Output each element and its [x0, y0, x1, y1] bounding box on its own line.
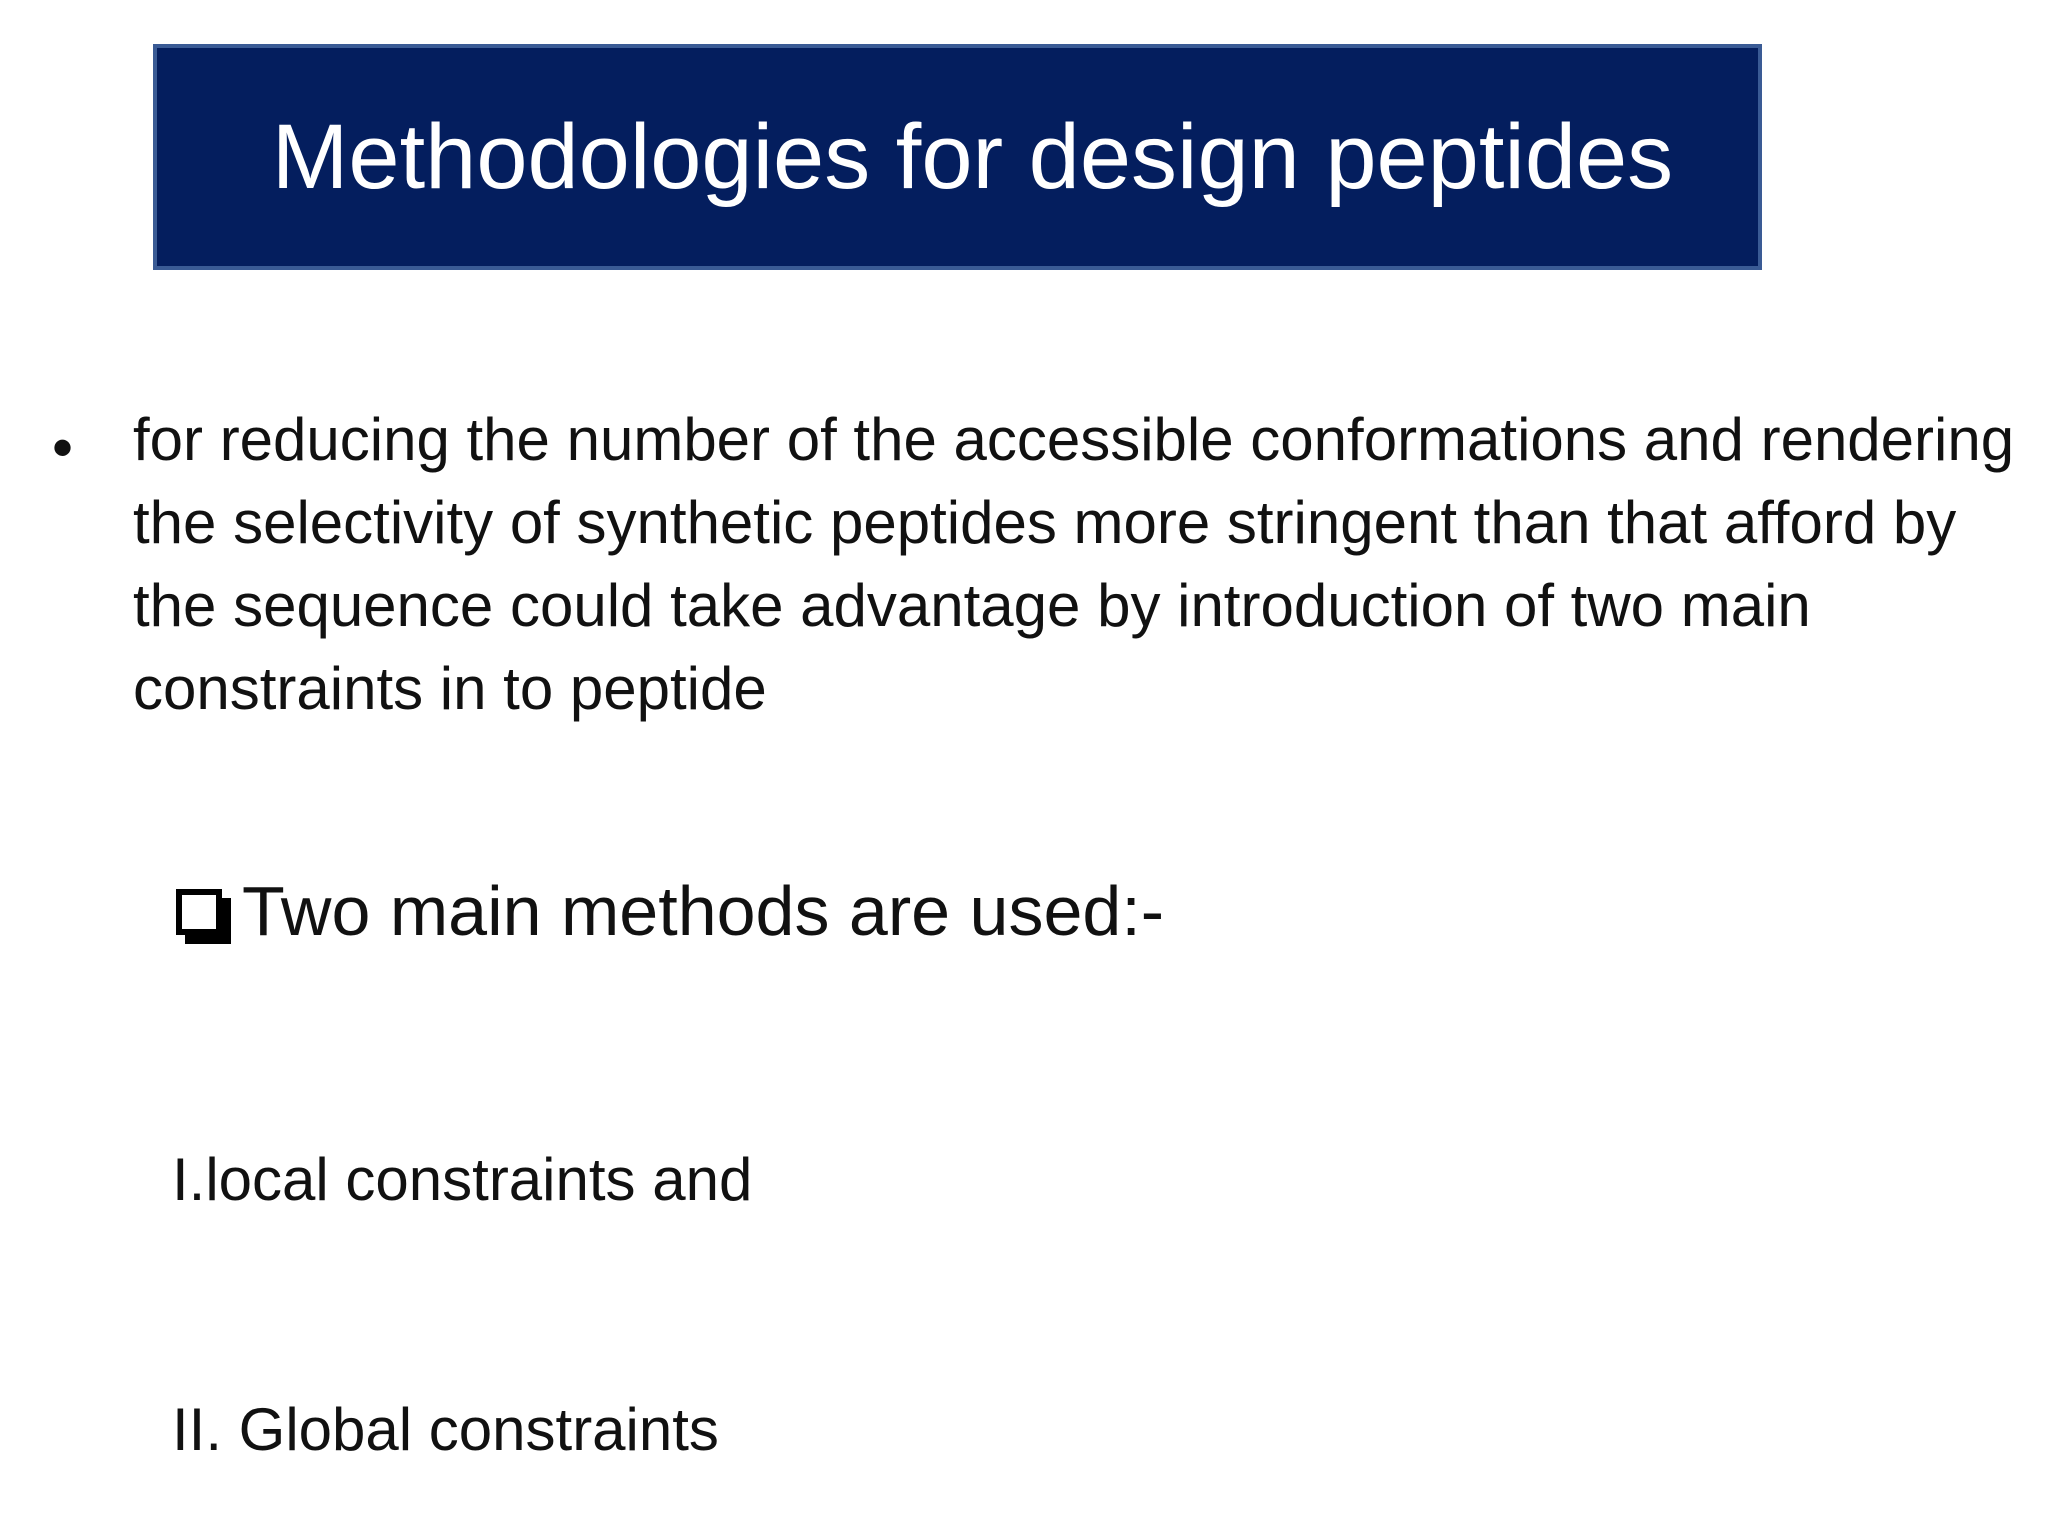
- method-item-global: II. Global constraints: [172, 1396, 719, 1463]
- subheading-text: Two main methods are used:-: [242, 872, 1165, 950]
- bullet-text: for reducing the number of the accessible conformations and rendering the selectivity of synthetic peptides more stringent than that afford by the sequence could take advantage by introduction of two main constraints in to peptide: [133, 406, 2015, 722]
- bullet-marker: •: [52, 414, 74, 481]
- slide-title: Methodologies for design peptides: [271, 106, 1674, 208]
- method-item-local: I.local constraints and: [172, 1146, 753, 1213]
- title-banner: [153, 44, 1762, 270]
- subheading: [176, 866, 1164, 956]
- checkbox-icon: [176, 889, 226, 939]
